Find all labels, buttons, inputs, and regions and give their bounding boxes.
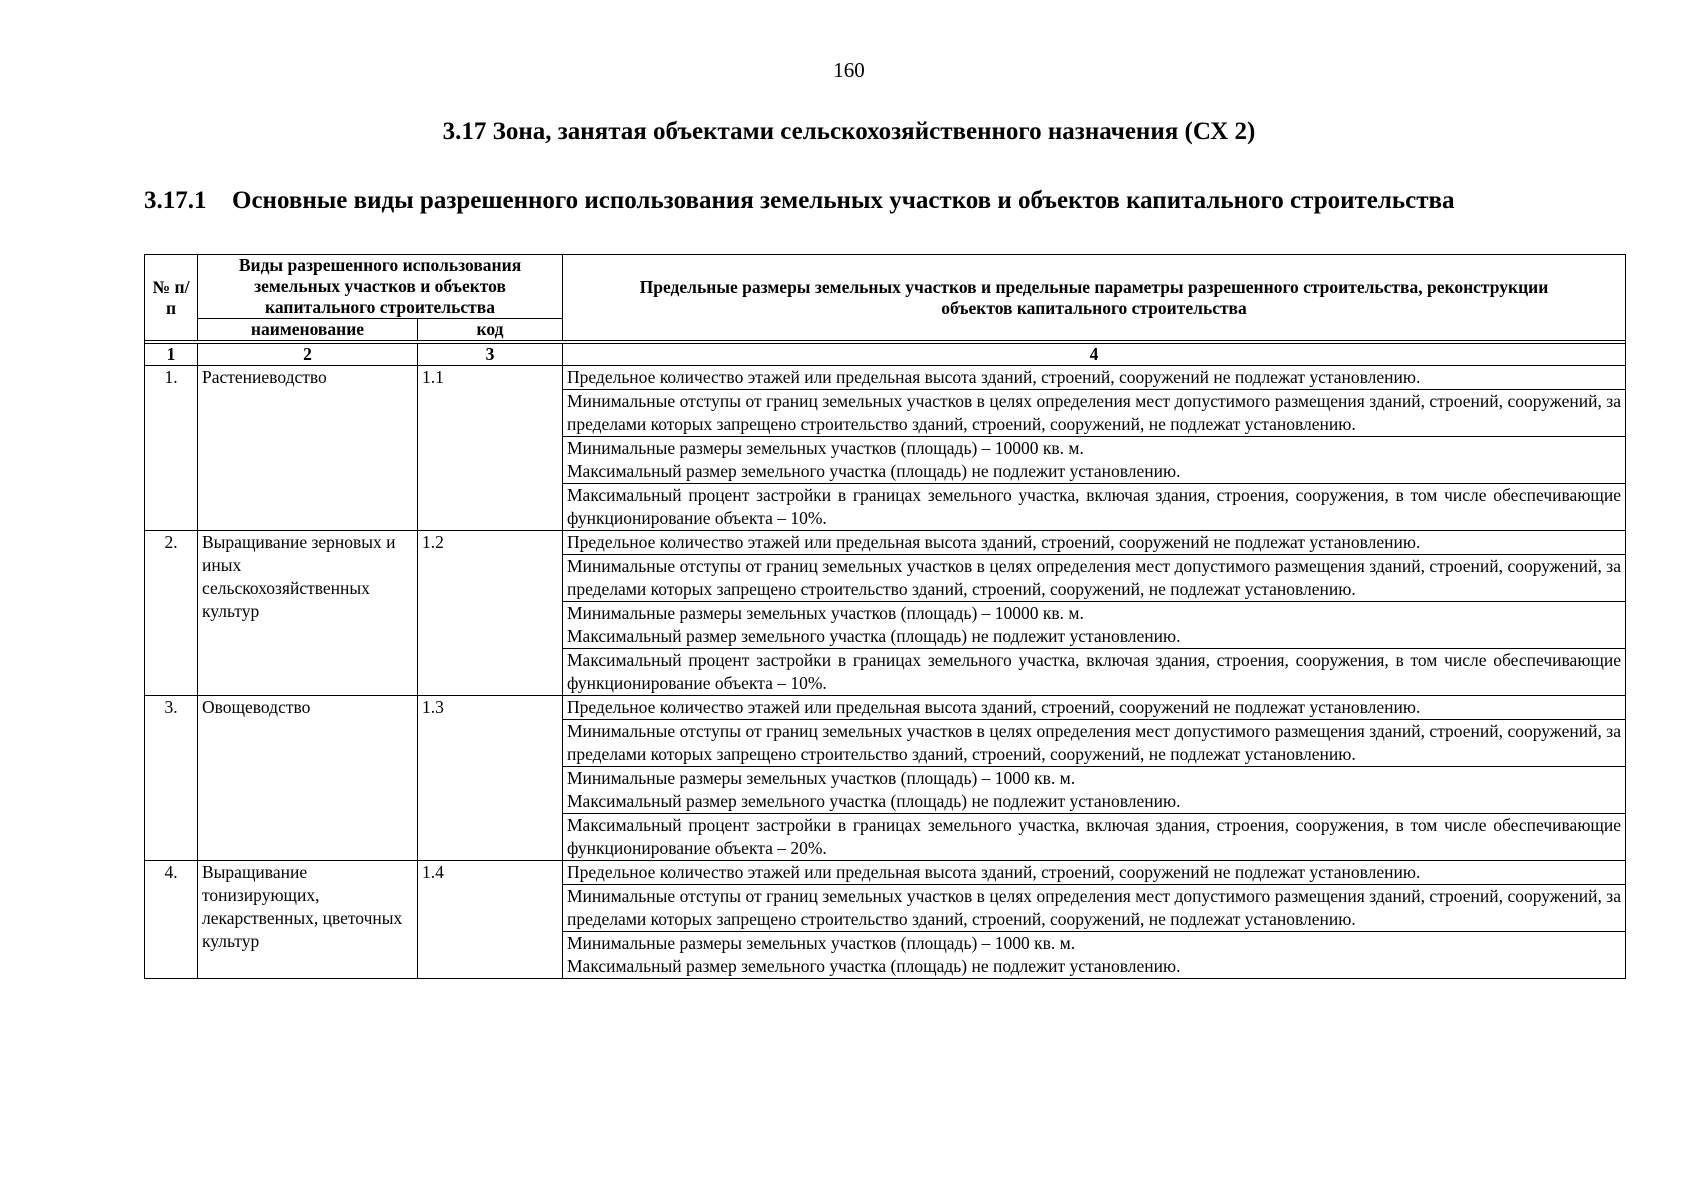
- parameter-cell: [563, 861, 1626, 885]
- column-number: 4: [563, 344, 1626, 366]
- column-number: 1: [145, 344, 198, 366]
- parameter-text: Минимальные размеры земельных участков (площадь) – 1000 кв. м.: [567, 768, 1076, 788]
- parameter-text: Минимальные отступы от границ земельных участков в целях определения мест допустимого размещения зданий, строений, сооружений, за пределами которых запрещено строительство зданий, строений, сооружений, не подлежат установлению.: [567, 556, 1621, 599]
- table-row: [145, 531, 1626, 555]
- page-number: 160: [833, 58, 865, 82]
- parameter-text: Максимальный размер земельного участка (площадь) не подлежит установлению.: [567, 461, 1181, 481]
- header-name: наименование: [198, 319, 418, 341]
- parameter-text: Максимальный размер земельного участка (площадь) не подлежит установлению.: [567, 791, 1181, 811]
- parameter-text: Максимальный процент застройки в границах земельного участка, включая здания, строения, сооружения, в том числе обеспечивающие функционирование объекта – 10%.: [567, 485, 1621, 528]
- use-name: Выращивание тонизирующих, лекарственных, цветочных культур: [198, 861, 418, 979]
- table-body: [145, 366, 1626, 979]
- parameter-text: Максимальный процент застройки в границах земельного участка, включая здания, строения, сооружения, в том числе обеспечивающие функционирование объекта – 20%.: [567, 815, 1621, 858]
- use-code: 1.1: [418, 366, 563, 531]
- subsection-heading: Основные виды разрешенного использования земельных участков и объектов капитального строительства: [232, 187, 1455, 214]
- parameter-text: Предельное количество этажей или предельная высота зданий, строений, сооружений не подлежат установлению.: [567, 367, 1421, 387]
- parameter-cell: [563, 602, 1626, 649]
- parameter-cell: [563, 932, 1626, 979]
- parameter-cell: [563, 555, 1626, 602]
- parameter-text: Минимальные отступы от границ земельных участков в целях определения мест допустимого размещения зданий, строений, сооружений, за пределами которых запрещено строительство зданий, строений, сооружений, не подлежат установлению.: [567, 886, 1621, 929]
- row-number: 2.: [145, 531, 198, 696]
- parameter-cell: [563, 885, 1626, 932]
- parameter-cell: [563, 390, 1626, 437]
- use-code: 1.4: [418, 861, 563, 979]
- row-number: 1.: [145, 366, 198, 531]
- parameter-text: Минимальные размеры земельных участков (площадь) – 1000 кв. м.: [567, 933, 1076, 953]
- use-name: Растениеводство: [198, 366, 418, 531]
- parameter-cell: [563, 696, 1626, 720]
- column-number: 2: [198, 344, 418, 366]
- header-types: Виды разрешенного использования земельных участков и объектов капитального строительства: [198, 255, 563, 319]
- parameter-text: Максимальный размер земельного участка (площадь) не подлежит установлению.: [567, 956, 1181, 976]
- table-row: [145, 366, 1626, 390]
- parameter-cell: [563, 649, 1626, 696]
- permitted-use-table: [144, 254, 1626, 979]
- parameter-cell: [563, 437, 1626, 484]
- parameter-text: Минимальные отступы от границ земельных участков в целях определения мест допустимого размещения зданий, строений, сооружений, за пределами которых запрещено строительство зданий, строений, сооружений, не подлежат установлению.: [567, 721, 1621, 764]
- subsection-title: [144, 187, 1624, 215]
- parameter-text: Минимальные размеры земельных участков (площадь) – 10000 кв. м.: [567, 603, 1084, 623]
- parameter-text: Предельное количество этажей или предельная высота зданий, строений, сооружений не подлежат установлению.: [567, 532, 1421, 552]
- parameter-text: Минимальные отступы от границ земельных участков в целях определения мест допустимого размещения зданий, строений, сооружений, за пределами которых запрещено строительство зданий, строений, сооружений, не подлежат установлению.: [567, 391, 1621, 434]
- parameter-text: Минимальные размеры земельных участков (площадь) – 10000 кв. м.: [567, 438, 1084, 458]
- column-number: 3: [418, 344, 563, 366]
- header-code: код: [418, 319, 563, 341]
- column-numbers-row: [145, 344, 1626, 366]
- parameter-cell: [563, 366, 1626, 390]
- table-header-row: [145, 255, 1626, 319]
- use-name: Выращивание зерновых и иных сельскохозяйственных культур: [198, 531, 418, 696]
- parameter-text: Предельное количество этажей или предельная высота зданий, строений, сооружений не подлежат установлению.: [567, 862, 1421, 882]
- parameter-cell: [563, 720, 1626, 767]
- parameter-cell: [563, 767, 1626, 814]
- section-title: 3.17 Зона, занятая объектами сельскохозяйственного назначения (СХ 2): [442, 118, 1256, 145]
- use-code: 1.2: [418, 531, 563, 696]
- header-params: Предельные размеры земельных участков и предельные параметры разрешенного строительства, реконструкции объектов капитального строительства: [563, 255, 1626, 341]
- row-number: 3.: [145, 696, 198, 861]
- parameter-text: Максимальный процент застройки в границах земельного участка, включая здания, строения, сооружения, в том числе обеспечивающие функционирование объекта – 10%.: [567, 650, 1621, 693]
- row-number: 4.: [145, 861, 198, 979]
- use-name: Овощеводство: [198, 696, 418, 861]
- use-code: 1.3: [418, 696, 563, 861]
- header-num: № п/п: [145, 255, 198, 341]
- parameter-text: Максимальный размер земельного участка (площадь) не подлежит установлению.: [567, 626, 1181, 646]
- parameter-cell: [563, 531, 1626, 555]
- parameter-cell: [563, 814, 1626, 861]
- table-row: [145, 696, 1626, 720]
- parameter-cell: [563, 484, 1626, 531]
- subsection-number: 3.17.1: [144, 187, 207, 214]
- table-row: [145, 861, 1626, 885]
- parameter-text: Предельное количество этажей или предельная высота зданий, строений, сооружений не подлежат установлению.: [567, 697, 1421, 717]
